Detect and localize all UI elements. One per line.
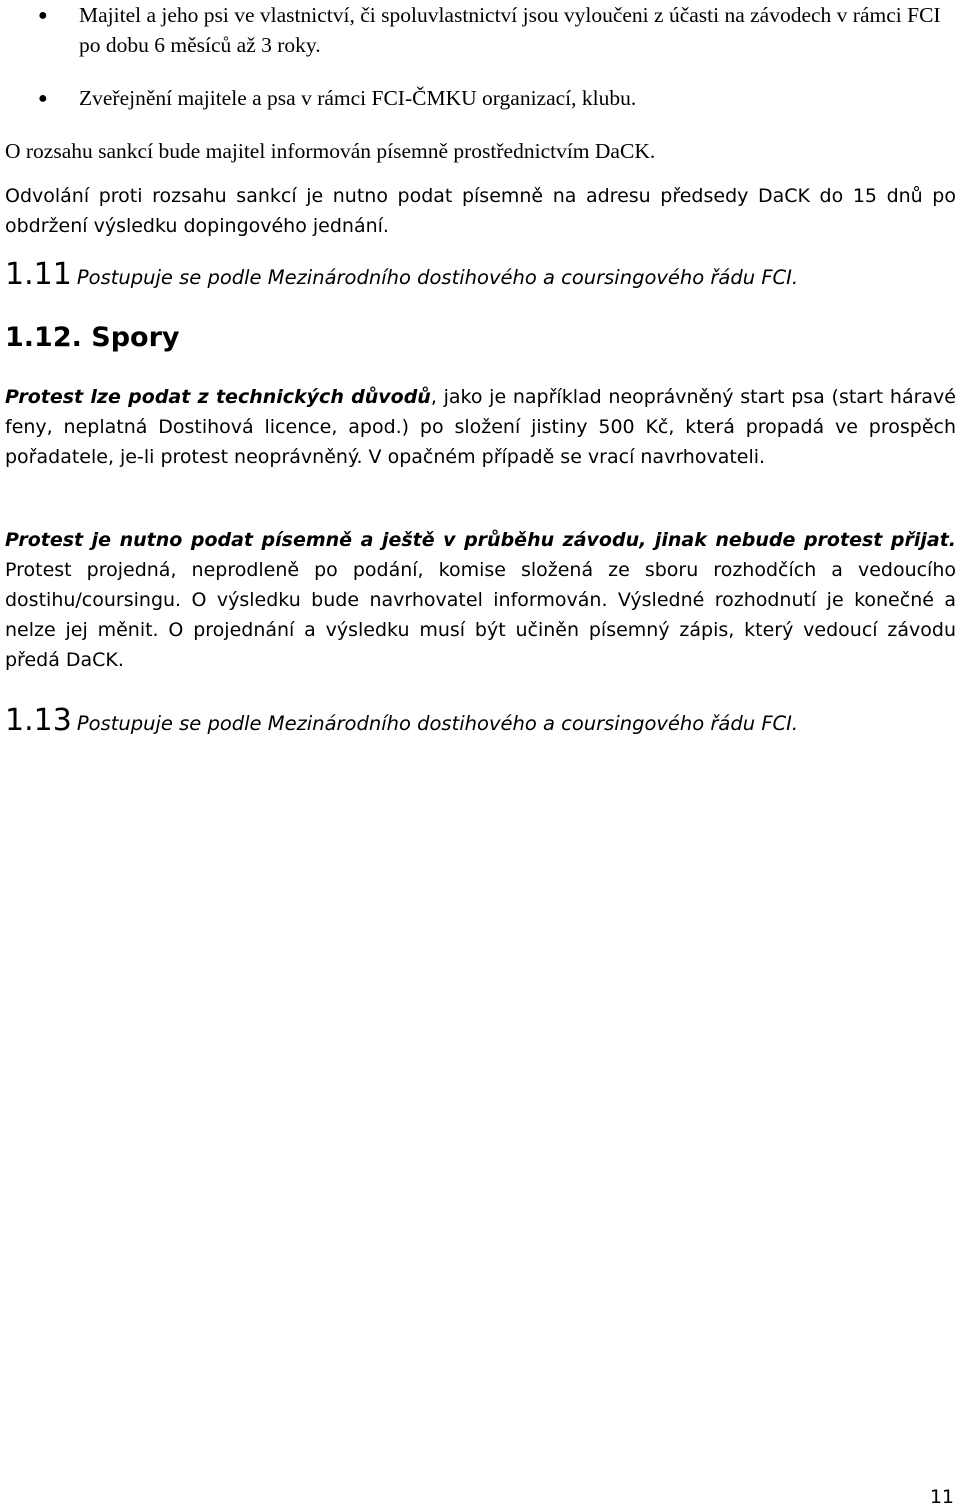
section-1-13 <box>5 700 955 746</box>
section-1-11 <box>5 255 955 299</box>
sanction-notice-line: O rozsahu sankcí bude majitel informován písemně prostřednictvím DaCK. <box>5 139 656 163</box>
bullet-dot-icon: ● <box>38 7 48 24</box>
emphasis-text: Protest lze podat z technických důvodů <box>5 386 431 408</box>
page-number: 11 <box>929 1486 954 1508</box>
bullet-item <box>0 83 642 113</box>
emphasis-text: Protest je nutno podat písemně a ještě v průběhu závodu, jinak nebude protest přijat. <box>5 529 956 551</box>
paragraph-text: , jako je například neoprávněný start psa (start háravé feny, neplatná Dostihová licence, apod.) po složení jistiny 500 Kč, která propadá ve prospěch pořadatele, je-li protest neoprávněný. V opačném případě se vrací navrhovateli. <box>5 386 956 468</box>
section-number: 1.11 <box>5 257 72 292</box>
paragraph-text: Protest projedná, neprodleně po podání, komise složená ze sboru rozhodčích a vedoucího dostihu/coursingu. O výsledku bude navrhovatel informován. Výsledné rozhodnutí je konečné a nelze jej měnit. O projednání a výsledku musí být učiněn písemný zápis, který vedoucí závodu předá DaCK. <box>5 559 956 671</box>
section-number: 1.13 <box>5 703 72 738</box>
bullet-text: Majitel a jeho psi ve vlastnictví, či spoluvlastnictví jsou vyloučeni z účasti na závodech v rámci FCI po dobu 6 měsíců až 3 roky. <box>79 3 941 57</box>
protest-paragraph-2 <box>5 525 956 675</box>
protest-paragraph-1 <box>5 382 956 472</box>
section-text: Postupuje se podle Mezinárodního dostihového a coursingového řádu FCI. <box>76 266 799 289</box>
bullet-text: Zveřejnění majitele a psa v rámci FCI-ČMKU organizací, klubu. <box>79 86 637 110</box>
bullet-dot-icon: ● <box>38 90 48 107</box>
bullet-item <box>0 0 960 60</box>
section-text: Postupuje se podle Mezinárodního dostihového a coursingového řádu FCI. <box>76 712 799 735</box>
section-heading-spory: 1.12. Spory <box>5 322 180 353</box>
appeal-paragraph: Odvolání proti rozsahu sankcí je nutno podat písemně na adresu předsedy DaCK do 15 dnů po obdržení výsledku dopingového jednání. <box>5 185 956 237</box>
